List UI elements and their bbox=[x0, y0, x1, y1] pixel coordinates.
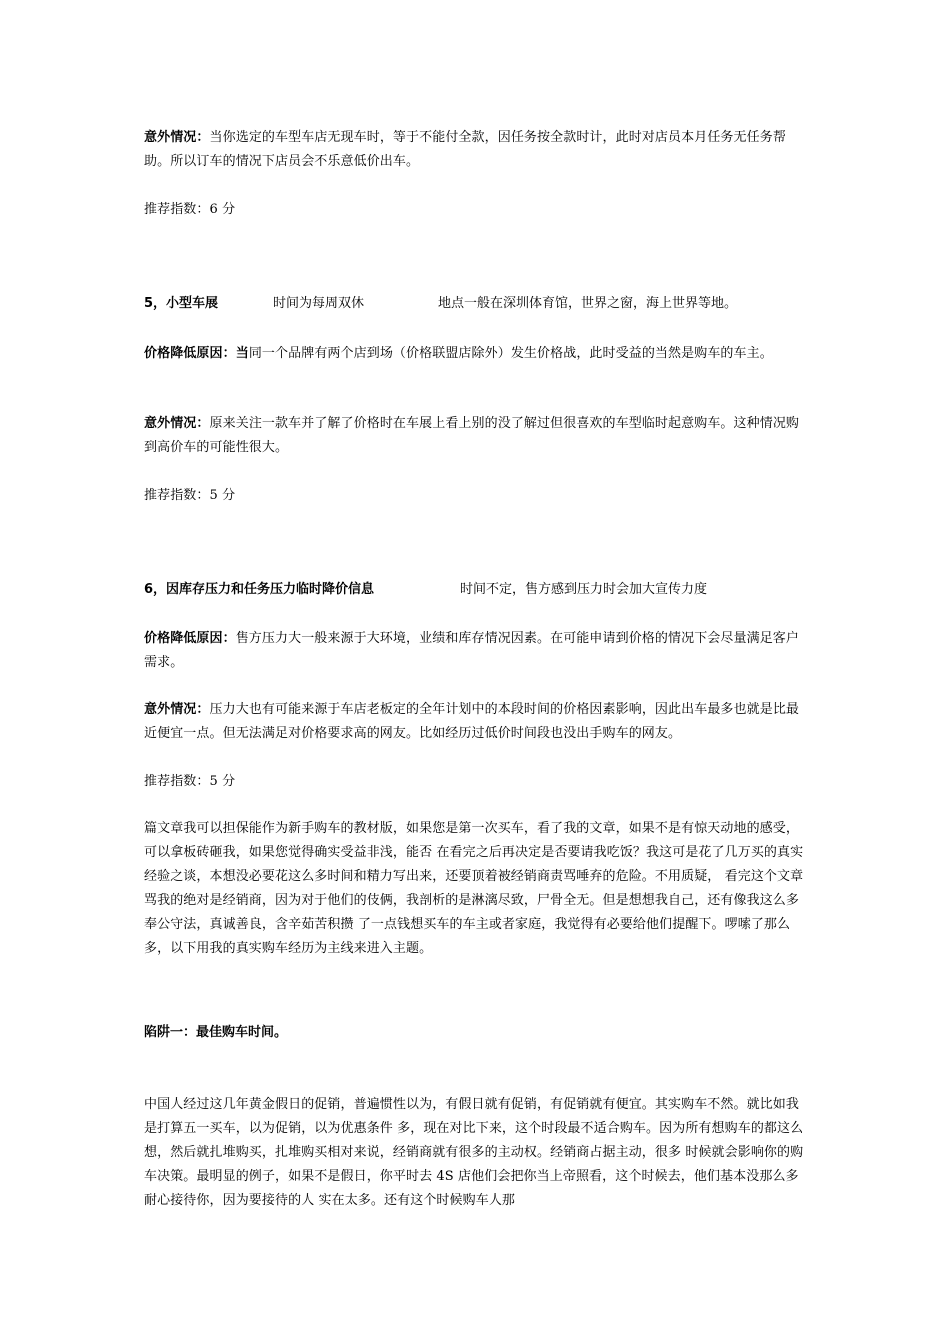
s6-reason-text: 售方压力大一般来源于大环境，业绩和库存情况因素。在可能申请到价格的情况下会尽量满足客户需求。 bbox=[144, 631, 800, 670]
s5-reason-label: 价格降低原因：当 bbox=[144, 346, 249, 361]
trap1-title: 陷阱一：最佳购车时间。 bbox=[144, 1025, 288, 1040]
s5-accident-paragraph bbox=[144, 412, 808, 460]
s6-rating: 推荐指数：5 分 bbox=[144, 774, 236, 789]
s5-time: 时间为每周双休 bbox=[273, 296, 365, 311]
s1-rating: 推荐指数：6 分 bbox=[144, 202, 236, 217]
s6-accident-label: 意外情况： bbox=[144, 702, 210, 717]
s6-accident-text: 压力大也有可能来源于车店老板定的全年计划中的本段时间的价格因素影响，因此出车最多也就是比最近便宜一点。但无法满足对价格要求高的网友。比如经历过低价时间段也没出手购车的网友。 bbox=[144, 702, 800, 741]
s1-accident-paragraph bbox=[144, 126, 808, 174]
s1-accident-text: 当你选定的车型车店无现车时，等于不能付全款，因任务按全款时计，此时对店员本月任务无任务帮助。所以订车的情况下店员会不乐意低价出车。 bbox=[144, 130, 786, 169]
intro-paragraph: 篇文章我可以担保能作为新手购车的教材版，如果您是第一次买车，看了我的文章，如果不是有惊天动地的感受，可以拿板砖砸我，如果您觉得确实受益非浅，能否 在看完之后再决定是否要请我吃饭？我这可是花了几万买的真实经验之谈，本想没必要花这么多时间和精力写出来，还要顶着被经销商责骂唾弃的危险。不用质疑， 看完这个文章骂我的绝对是经销商，因为对于他们的伎俩，我剖析的是淋漓尽致，尸骨全无。但是想想我自己，还有像我这么多奉公守法，真诚善良，含辛茹苦积攒 了一点钱想买车的车主或者家庭，我觉得有必要给他们提醒下。啰嗦了那么多，以下用我的真实购车经历为主线来进入主题。 bbox=[144, 821, 804, 956]
s5-rating: 推荐指数：5 分 bbox=[144, 488, 236, 503]
s6-reason-label: 价格降低原因： bbox=[144, 631, 236, 646]
s5-reason-text: 同一个品牌有两个店到场（价格联盟店除外）发生价格战，此时受益的当然是购车的车主。 bbox=[248, 346, 773, 361]
s6-title: 6，因库存压力和任务压力临时降价信息 bbox=[144, 582, 375, 597]
s5-reason-paragraph bbox=[144, 342, 808, 366]
s1-accident-label: 意外情况： bbox=[144, 130, 210, 145]
s6-time: 时间不定，售方感到压力时会加大宣传力度 bbox=[460, 582, 708, 597]
trap1-paragraph: 中国人经过这几年黄金假日的促销，普遍惯性以为，有假日就有促销，有促销就有便宜。其实购车不然。就比如我是打算五一买车，以为促销，以为优惠条件 多，现在对比下来，这个时段最不适合购车。因为所有想购车的都这么想，然后就扎堆购买，扎堆购买相对来说，经销商就有很多的主动权。经销商占据主动，很多 时候就会影响你的购车决策。最明显的例子，如果不是假日，你平时去 4S 店他们会把你当上帝照看，这个时候去，他们基本没那么多耐心接待你，因为要接待的人 实在太多。还有这个时候购车人那 bbox=[144, 1097, 804, 1208]
s5-place: 地点一般在深圳体育馆，世界之窗，海上世界等地。 bbox=[438, 296, 738, 311]
s6-accident-paragraph bbox=[144, 698, 808, 746]
s5-accident-text: 原来关注一款车并了解了价格时在车展上看上别的没了解过但很喜欢的车型临时起意购车。这种情况购到高价车的可能性很大。 bbox=[144, 416, 800, 455]
s5-title: 5，小型车展 bbox=[144, 296, 219, 311]
s5-accident-label: 意外情况： bbox=[144, 416, 210, 431]
s6-reason-paragraph bbox=[144, 627, 808, 675]
